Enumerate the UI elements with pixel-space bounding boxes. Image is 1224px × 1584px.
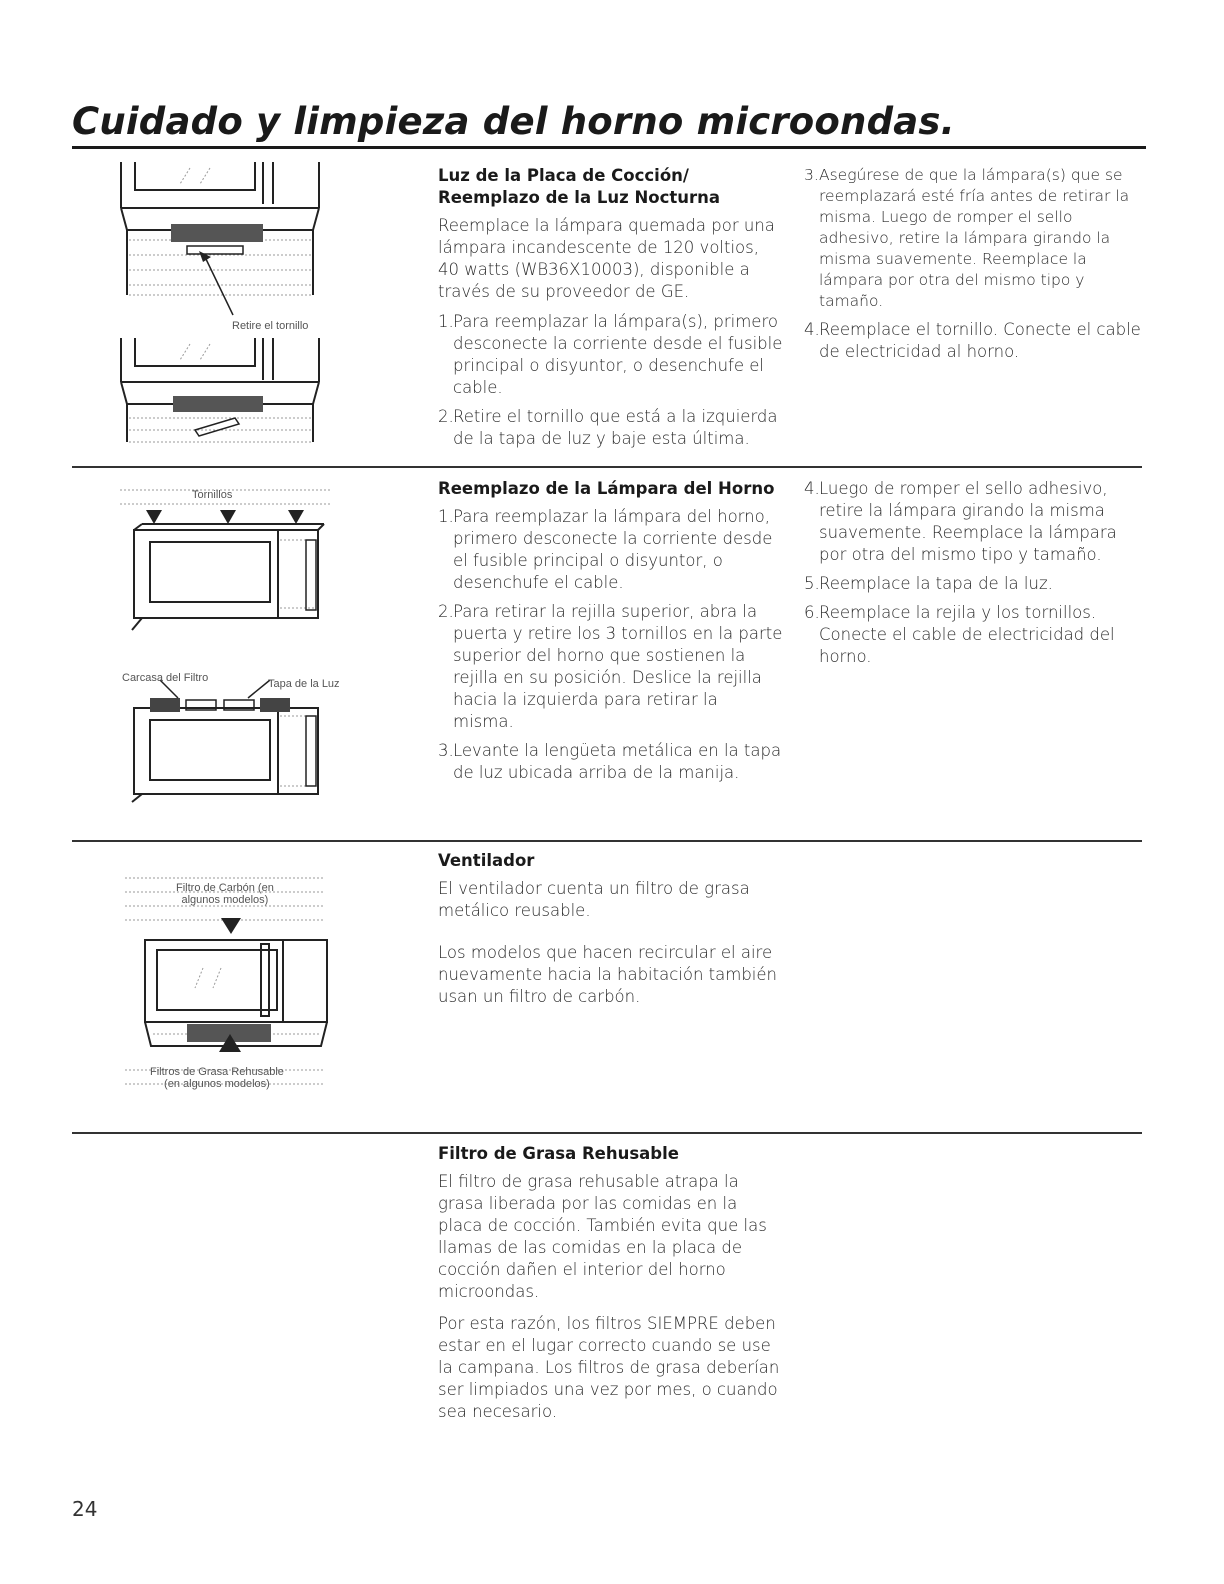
list-item: 6. Reemplace la rejila y los tornillos. Conecte el cable de electricidad del horno. xyxy=(804,603,1115,666)
section1-intro: Reemplace la lámpara quemada por una lámpara incandescente de 120 voltios, 40 watts (WB36X10003), disponible a través de su proveedor de GE. xyxy=(438,216,775,301)
section3-column xyxy=(438,850,783,1014)
list-item: 2. Retire el tornillo que está a la izquierda de la tapa de luz y baje esta última. xyxy=(438,407,778,448)
grease-filter-vent xyxy=(171,224,263,242)
list-item: 2. Para retirar la rejilla superior, abra la puerta y retire los 3 tornillos en la parte superior del horno que sostienen la rejilla en su posición. Deslice la rejilla hacia la izquierda para retirar la misma. xyxy=(438,602,783,731)
arrow-icon xyxy=(221,918,241,934)
arrow-icon xyxy=(288,510,304,524)
section4-column xyxy=(438,1143,783,1429)
figure-label-grease-filter: Filtros de Grasa Rehusable (en algunos modelos) xyxy=(150,1066,284,1090)
section1-column-1 xyxy=(438,165,783,457)
section2-column-2 xyxy=(804,478,1144,675)
list-item: 5. Reemplace la tapa de la luz. xyxy=(804,574,1053,593)
lowered-light-cover xyxy=(195,418,239,436)
section4-paragraph-1: El filtro de grasa rehusable atrapa la grasa liberada por las comidas en la placa de cocción. También evita que las llamas de las comidas en la placa de cocción dañen el interior del horno microondas. xyxy=(438,1172,767,1301)
cooktop-light-figure xyxy=(115,160,325,450)
list-item: 4. Reemplace el tornillo. Conecte el cable de electricidad al horno. xyxy=(804,320,1141,361)
section1-column-2 xyxy=(804,165,1144,370)
page-title: Cuidado y limpieza del horno microondas. xyxy=(72,100,955,143)
section-divider xyxy=(72,1132,1142,1134)
title-rule xyxy=(72,146,1146,149)
list-item: 1. Para reemplazar la lámpara(s), primero desconecte la corriente desde el fusible principal o disyuntor, o desenchufe el cable. xyxy=(438,312,783,397)
section3-paragraph-2: Los modelos que hacen recircular el aire nuevamente hacia la habitación también usan un filtro de carbón. xyxy=(438,943,777,1006)
section-divider xyxy=(72,466,1142,468)
arrow-icon xyxy=(199,251,211,262)
list-item: 3. Levante la lengüeta metálica en la tapa de luz ubicada arriba de la manija. xyxy=(438,741,782,782)
section2-heading: Reemplazo de la Lámpara del Horno xyxy=(438,479,775,498)
list-item: 3. Asegúrese de que la lámpara(s) que se reemplazará esté fría antes de retirar la misma. Luego de romper el sello adhesivo, retire la lámpara girando la misma suavemente. Reemplace la lámpara por otra del mismo tipo y tamaño. xyxy=(804,166,1130,310)
page-number: 24 xyxy=(72,1497,98,1521)
figure-label-remove-screw: Retire el tornillo xyxy=(232,320,309,332)
section3-heading: Ventilador xyxy=(438,851,535,870)
section-divider xyxy=(72,840,1142,842)
list-item: 1. Para reemplazar la lámpara del horno, primero desconecte la corriente desde el fusible principal o disyuntor, o desenchufe el cable. xyxy=(438,507,773,592)
section4-paragraph-2: Por esta razón, los filtros SIEMPRE deben estar en el lugar correcto cuando se use la campana. Los filtros de grasa deberían ser limpiados una vez por mes, o cuando sea necesario. xyxy=(438,1314,780,1421)
arrow-icon xyxy=(220,510,236,524)
section1-heading: Luz de la Placa de Cocción/ Reemplazo de la Luz Nocturna xyxy=(438,166,721,207)
arrow-icon xyxy=(146,510,162,524)
light-cover xyxy=(187,246,243,254)
figure-label-screws: Tornillos xyxy=(192,489,233,501)
list-item: 4. Luego de romper el sello adhesivo, retire la lámpara girando la misma suavemente. Reemplace la lámpara por otra del mismo tipo y tamaño. xyxy=(804,479,1117,564)
oven-lamp-figure xyxy=(120,480,350,805)
section2-column-1 xyxy=(438,478,783,791)
figure-label-charcoal-filter: Filtro de Carbón (en algunos modelos) xyxy=(176,882,274,906)
figure-label-filter-housing: Carcasa del Filtro xyxy=(122,672,209,684)
figure-label-light-cover: Tapa de la Luz xyxy=(268,678,340,690)
section4-heading: Filtro de Grasa Rehusable xyxy=(438,1144,679,1163)
section3-paragraph-1: El ventilador cuenta un filtro de grasa metálico reusable. xyxy=(438,879,750,920)
